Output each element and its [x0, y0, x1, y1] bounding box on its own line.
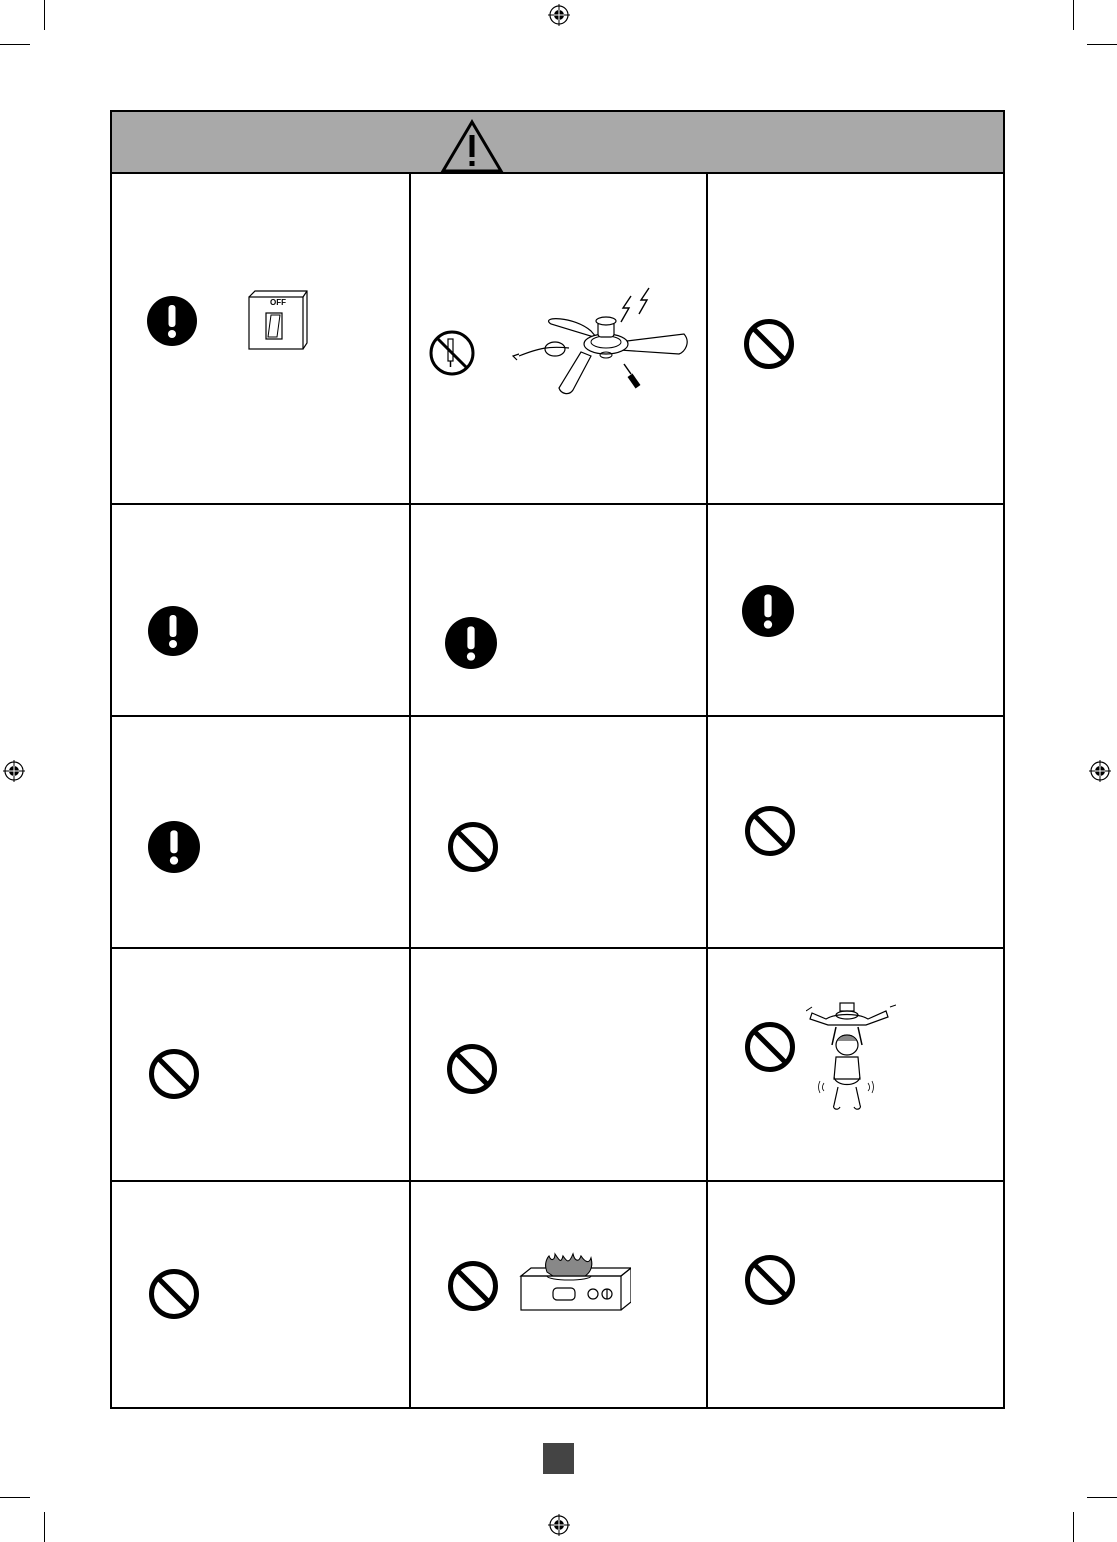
exclamation-mandatory-icon	[148, 606, 198, 656]
switch-off-label: OFF	[270, 298, 286, 307]
prohibition-icon	[744, 1021, 796, 1073]
warning-cell	[411, 505, 706, 715]
exclamation-mandatory-icon	[147, 296, 197, 346]
prohibition-icon	[744, 1254, 796, 1306]
exclamation-mandatory-icon	[445, 617, 497, 669]
warning-cell	[708, 1182, 1005, 1409]
warning-cell	[112, 717, 409, 947]
warning-triangle-icon	[440, 119, 504, 175]
registration-mark-icon	[1089, 760, 1111, 782]
no-disassembly-icon	[428, 329, 476, 377]
warning-cell	[708, 174, 1005, 503]
exclamation-mandatory-icon	[742, 585, 794, 637]
prohibition-icon	[447, 821, 499, 873]
registration-mark-icon	[3, 760, 25, 782]
warning-cell	[411, 717, 706, 947]
warning-cell	[411, 1182, 706, 1409]
warning-cell	[112, 174, 409, 503]
warning-cell	[708, 505, 1005, 715]
page-marker	[543, 1443, 574, 1474]
prohibition-icon	[447, 1260, 499, 1312]
warning-cell	[112, 505, 409, 715]
warning-cell	[112, 1182, 409, 1409]
ceiling-fan-repair-icon	[479, 286, 691, 398]
prohibition-icon	[744, 805, 796, 857]
registration-mark-icon	[548, 4, 570, 26]
warning-cell	[708, 949, 1005, 1180]
prohibition-icon	[148, 1048, 200, 1100]
child-hanging-from-fan-icon	[806, 1001, 896, 1113]
warning-cell	[411, 949, 706, 1180]
prohibition-icon	[743, 318, 795, 370]
registration-mark-icon	[548, 1514, 570, 1536]
wall-switch-off-icon	[247, 289, 309, 351]
warning-cell	[708, 717, 1005, 947]
gas-stove-flame-icon	[519, 1250, 631, 1320]
warning-header	[112, 112, 1003, 174]
prohibition-icon	[446, 1043, 498, 1095]
warning-cell	[112, 949, 409, 1180]
prohibition-icon	[148, 1268, 200, 1320]
warning-table	[110, 110, 1005, 1409]
warning-cell	[411, 174, 706, 503]
exclamation-mandatory-icon	[148, 821, 200, 873]
